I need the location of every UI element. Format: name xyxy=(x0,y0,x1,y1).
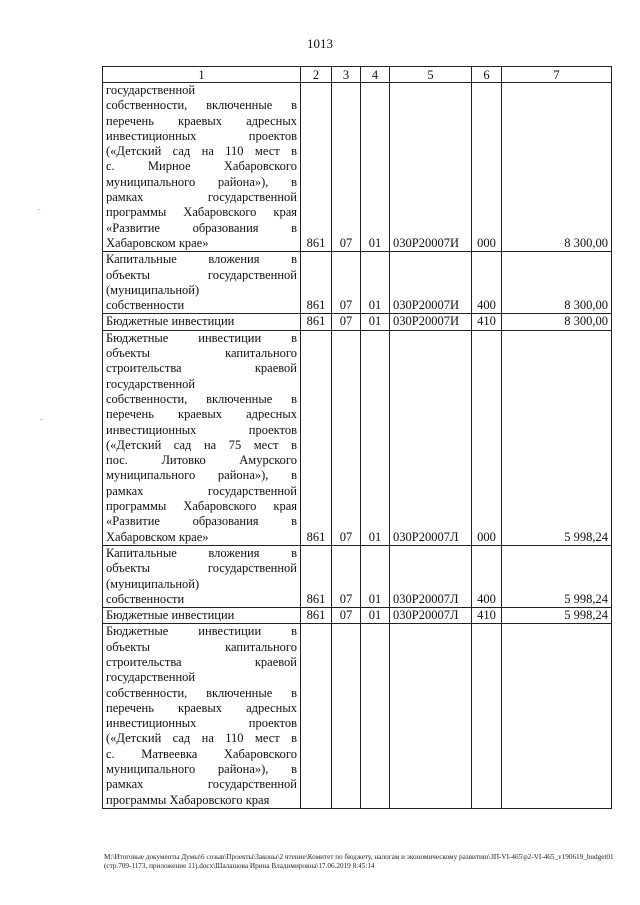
row-name-line: объекты капитального xyxy=(106,639,297,654)
cell-subsection: 01 xyxy=(361,608,390,624)
row-name-line: Бюджетные инвестиции в xyxy=(106,330,297,345)
header-col-3: 3 xyxy=(332,67,361,83)
row-name xyxy=(103,608,301,624)
row-name-line: Бюджетные инвестиции xyxy=(106,314,235,329)
cell-section: 07 xyxy=(332,252,361,314)
cell-target-article: 030P20007Л xyxy=(390,330,472,545)
cell-expense-type: 000 xyxy=(472,330,502,545)
cell-subsection: 01 xyxy=(361,314,390,330)
row-name-line: собственности xyxy=(106,591,185,606)
cell-subsection: 01 xyxy=(361,252,390,314)
cell-target-article: 030P20007Л xyxy=(390,608,472,624)
table-row xyxy=(103,624,612,809)
row-name-line: муниципального района»), в xyxy=(106,762,297,777)
cell-grbs: 861 xyxy=(301,545,332,607)
row-name-line: инвестиционных проектов xyxy=(106,128,297,143)
row-name-line: собственности, включенные в xyxy=(106,98,297,113)
row-name-line: с. Матвеевка Хабаровского xyxy=(106,746,297,761)
cell-expense-type xyxy=(472,624,502,809)
document-path-footer: M:\Итоговые документы Думы\6 созыв\Проекты\Законы\2 чтение\Комитет по бюджету, налогам и экономическому развитию\ЗП-VI-465\р2-VI-465_v190619_budget01 (стр.709-1173, приложение 11).docx\Шалашова Ирина Владимировна\17.06.2019 8:45:14 xyxy=(104,853,614,870)
cell-section: 07 xyxy=(332,83,361,252)
row-name-line: «Развитие образования в xyxy=(106,514,297,529)
row-name-line: с. Мирное Хабаровского xyxy=(106,159,297,174)
row-name-line: муниципального района»), в xyxy=(106,468,297,483)
cell-target-article: 030P20007И xyxy=(390,252,472,314)
cell-expense-type: 400 xyxy=(472,545,502,607)
cell-subsection: 01 xyxy=(361,545,390,607)
cell-section: 07 xyxy=(332,314,361,330)
cell-grbs: 861 xyxy=(301,252,332,314)
cell-expense-type: 410 xyxy=(472,314,502,330)
cell-expense-type: 410 xyxy=(472,608,502,624)
cell-subsection: 01 xyxy=(361,330,390,545)
cell-grbs xyxy=(301,624,332,809)
table-row xyxy=(103,314,612,330)
row-name-line: «Развитие образования в xyxy=(106,220,297,235)
cell-amount: 5 998,24 xyxy=(502,608,612,624)
table-row xyxy=(103,83,612,252)
row-name-line: строительства краевой xyxy=(106,361,297,376)
cell-target-article: 030P20007Л xyxy=(390,545,472,607)
row-name xyxy=(103,624,301,809)
cell-section: 07 xyxy=(332,608,361,624)
row-name xyxy=(103,252,301,314)
row-name-line: собственности, включенные в xyxy=(106,391,297,406)
row-name-line: («Детский сад на 75 мест в xyxy=(106,437,297,452)
row-name-line: Капитальные вложения в xyxy=(106,545,297,560)
cell-target-article xyxy=(390,624,472,809)
row-name-line: государственной xyxy=(106,376,196,391)
cell-section: 07 xyxy=(332,330,361,545)
row-name-line: объекты государственной xyxy=(106,561,297,576)
row-name-line: рамках государственной xyxy=(106,483,297,498)
cell-amount: 5 998,24 xyxy=(502,545,612,607)
row-name xyxy=(103,330,301,545)
row-name-line: (муниципальной) xyxy=(106,576,200,591)
table-row xyxy=(103,252,612,314)
row-name-line: инвестиционных проектов xyxy=(106,422,297,437)
row-name-line: Хабаровском крае» xyxy=(106,529,209,544)
row-name xyxy=(103,545,301,607)
cell-amount: 8 300,00 xyxy=(502,314,612,330)
cell-section xyxy=(332,624,361,809)
header-col-2: 2 xyxy=(301,67,332,83)
cell-grbs: 861 xyxy=(301,314,332,330)
row-name-line: собственности, включенные в xyxy=(106,685,297,700)
cell-expense-type: 000 xyxy=(472,83,502,252)
cell-grbs: 861 xyxy=(301,330,332,545)
row-name xyxy=(103,314,301,330)
row-name-line: пос. Литовко Амурского xyxy=(106,453,297,468)
row-name-line: программы Хабаровского края xyxy=(106,792,270,807)
header-col-7: 7 xyxy=(502,67,612,83)
header-col-1: 1 xyxy=(103,67,301,83)
row-name-line: государственной xyxy=(106,83,196,97)
row-name-line: перечень краевых адресных xyxy=(106,113,297,128)
header-row xyxy=(103,67,612,83)
row-name-line: муниципального района»), в xyxy=(106,174,297,189)
cell-grbs: 861 xyxy=(301,608,332,624)
row-name-line: (муниципальной) xyxy=(106,282,200,297)
row-name-line: рамках государственной xyxy=(106,190,297,205)
row-name-line: перечень краевых адресных xyxy=(106,407,297,422)
row-name-line: Бюджетные инвестиции xyxy=(106,608,235,623)
table-row xyxy=(103,330,612,545)
row-name-line: инвестиционных проектов xyxy=(106,716,297,731)
cell-amount: 5 998,24 xyxy=(502,330,612,545)
row-name-line: рамках государственной xyxy=(106,777,297,792)
row-name xyxy=(103,83,301,252)
cell-expense-type: 400 xyxy=(472,252,502,314)
cell-target-article: 030P20007И xyxy=(390,83,472,252)
row-name-line: строительства краевой xyxy=(106,654,297,669)
row-name-line: объекты капитального xyxy=(106,346,297,361)
scan-mark: - xyxy=(40,415,43,424)
header-col-5: 5 xyxy=(390,67,472,83)
cell-grbs: 861 xyxy=(301,83,332,252)
row-name-line: государственной xyxy=(106,670,196,685)
header-col-6: 6 xyxy=(472,67,502,83)
cell-subsection: 01 xyxy=(361,83,390,252)
header-col-4: 4 xyxy=(361,67,390,83)
cell-section: 07 xyxy=(332,545,361,607)
row-name-line: перечень краевых адресных xyxy=(106,700,297,715)
row-name-line: программы Хабаровского края xyxy=(106,499,297,514)
scan-mark: - xyxy=(38,205,41,214)
budget-table xyxy=(102,66,612,809)
table-row xyxy=(103,545,612,607)
cell-amount: 8 300,00 xyxy=(502,252,612,314)
row-name-line: («Детский сад на 110 мест в xyxy=(106,144,297,159)
row-name-line: Хабаровском крае» xyxy=(106,235,209,250)
row-name-line: Бюджетные инвестиции в xyxy=(106,624,297,639)
row-name-line: Капитальные вложения в xyxy=(106,252,297,267)
cell-target-article: 030P20007И xyxy=(390,314,472,330)
row-name-line: собственности xyxy=(106,298,185,313)
cell-amount xyxy=(502,624,612,809)
row-name-line: («Детский сад на 110 мест в xyxy=(106,731,297,746)
row-name-line: объекты государственной xyxy=(106,267,297,282)
row-name-line: программы Хабаровского края xyxy=(106,205,297,220)
cell-subsection xyxy=(361,624,390,809)
table-row xyxy=(103,608,612,624)
cell-amount: 8 300,00 xyxy=(502,83,612,252)
page-number: 1013 xyxy=(307,36,333,51)
